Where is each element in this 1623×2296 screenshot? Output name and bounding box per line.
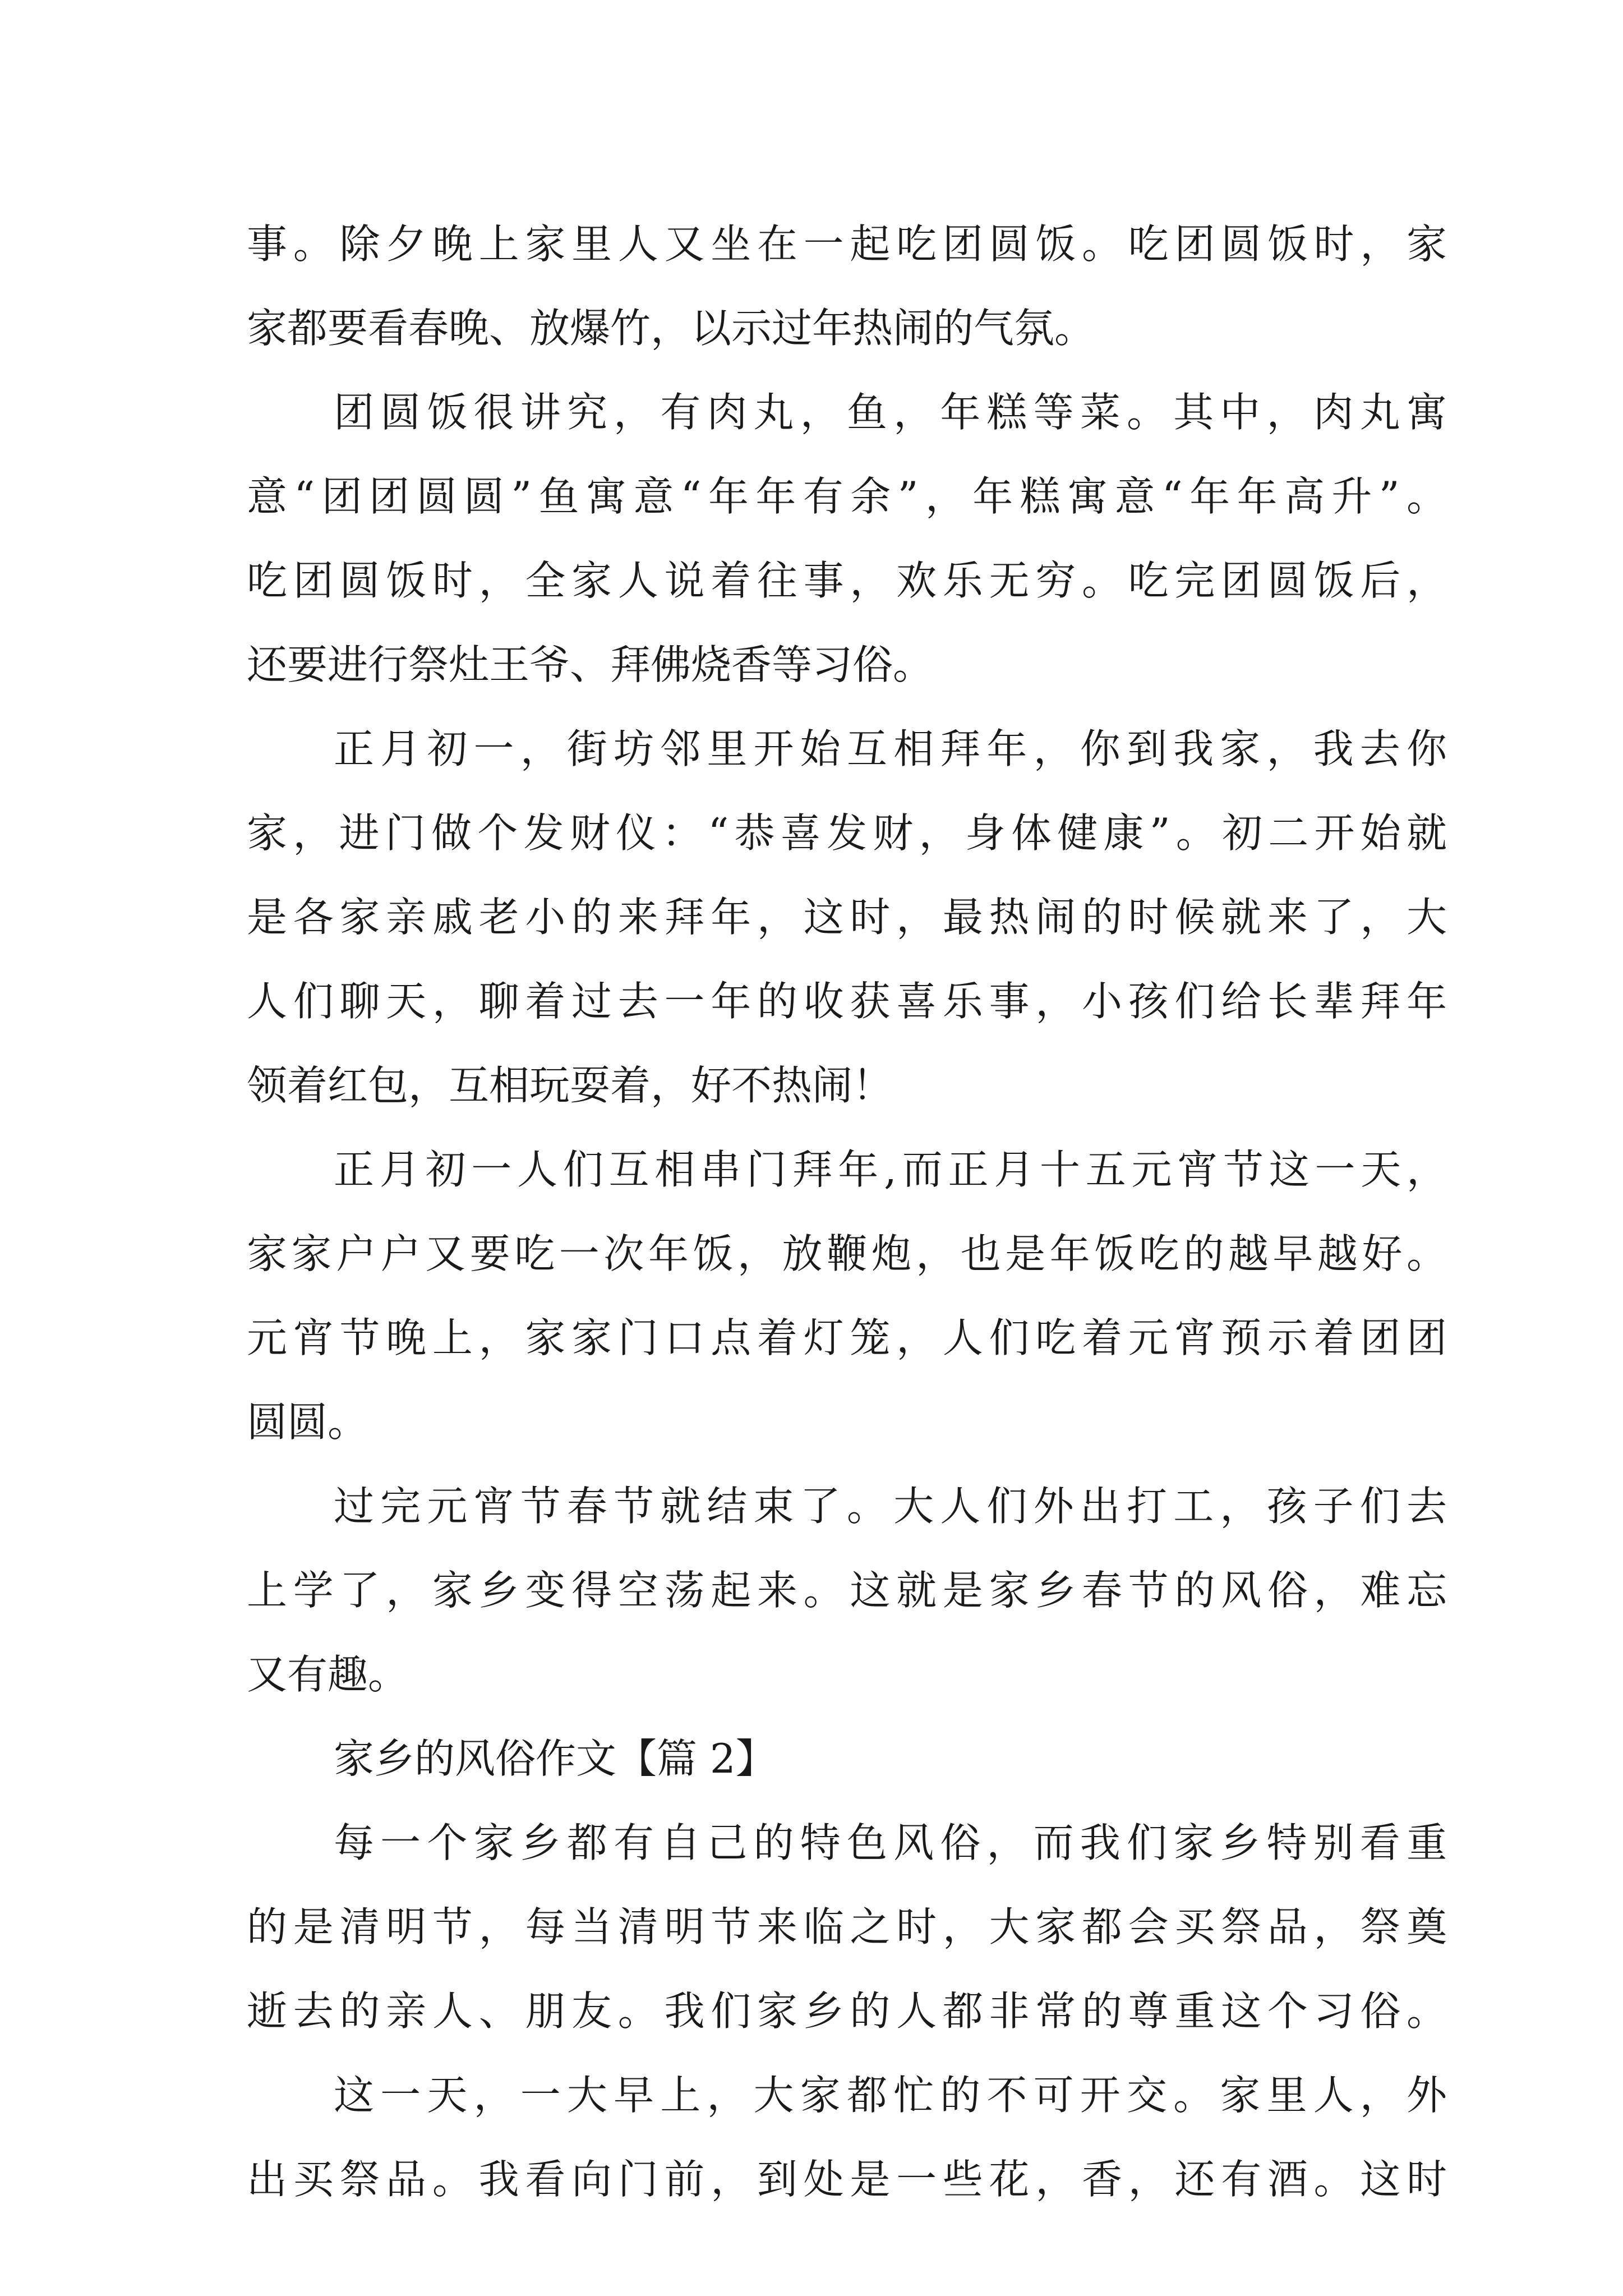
- text-line: 家，进门做个发财仪：“恭喜发财，身体健康”。初二开始就: [247, 809, 1447, 857]
- text-line: 逝去的亲人、朋友。我们家乡的人都非常的尊重这个习俗。: [247, 1987, 1447, 2035]
- text-line: 吃团圆饭时，全家人说着往事，欢乐无穷。吃完团圆饭后，: [247, 557, 1447, 604]
- paragraph-start-line: 团圆饭很讲究，有肉丸，鱼，年糕等菜。其中，肉丸寓: [334, 389, 1447, 436]
- text-line: 还要进行祭灶王爷、拜佛烧香等习俗。: [247, 641, 934, 688]
- text-line: 事。除夕晚上家里人又坐在一起吃团圆饭。吃团圆饭时，家: [247, 220, 1447, 268]
- text-line: 的是清明节，每当清明节来临之时，大家都会买祭品，祭奠: [247, 1903, 1447, 1950]
- paragraph-start-line: 每一个家乡都有自己的特色风俗，而我们家乡特别看重: [334, 1819, 1447, 1866]
- text-line: 出买祭品。我看向门前，到处是一些花，香，还有酒。这时: [247, 2156, 1447, 2203]
- paragraph-start-line: 这一天，一大早上，大家都忙的不可开交。家里人，外: [334, 2072, 1447, 2119]
- paragraph-start-line: 过完元宵节春节就结束了。大人们外出打工，孩子们去: [334, 1483, 1447, 1530]
- paragraph-start-line: 正月初一，街坊邻里开始互相拜年，你到我家，我去你: [334, 725, 1447, 772]
- text-line: 圆圆。: [247, 1398, 368, 1446]
- text-line: 人们聊天，聊着过去一年的收获喜乐事，小孩们给长辈拜年: [247, 978, 1447, 1025]
- text-line: 又有趣。: [247, 1651, 409, 1698]
- text-line: 意“团团圆圆”鱼寓意“年年有余”，年糕寓意“年年高升”。: [247, 473, 1447, 520]
- essay-body: [247, 202, 1447, 2221]
- text-line: 元宵节晚上，家家门口点着灯笼，人们吃着元宵预示着团团: [247, 1314, 1447, 1361]
- text-line: 领着红包，互相玩耍着，好不热闹！: [247, 1062, 893, 1109]
- text-line: 上学了，家乡变得空荡起来。这就是家乡春节的风俗，难忘: [247, 1567, 1447, 1614]
- paragraph-start-line: 正月初一人们互相串门拜年,而正月十五元宵节这一天，: [334, 1146, 1447, 1193]
- text-line: 是各家亲戚老小的来拜年，这时，最热闹的时候就来了，大: [247, 894, 1447, 941]
- text-line: 家都要看春晚、放爆竹，以示过年热闹的气氛。: [247, 305, 1095, 352]
- text-line: 家家户户又要吃一次年饭，放鞭炮，也是年饭吃的越早越好。: [247, 1230, 1447, 1277]
- section-heading: 家乡的风俗作文【篇 2】: [334, 1735, 776, 1782]
